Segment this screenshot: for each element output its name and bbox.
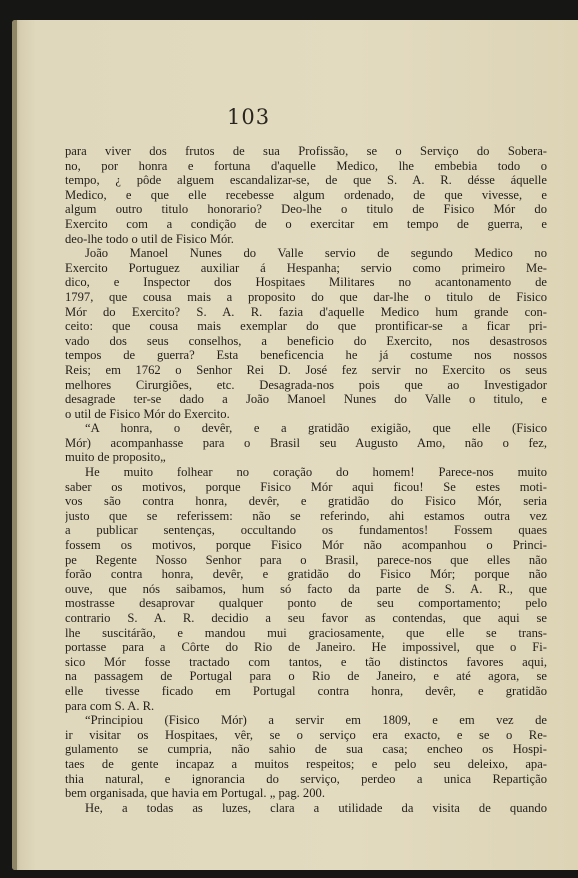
text-line: a publicar sentenças, occultando os fundamentos! Fossem quaes	[65, 523, 547, 538]
page-text	[65, 144, 547, 815]
text-line: pe Regente Nosso Senhor para o Brasil, parece-nos que elles não	[65, 552, 547, 567]
text-line: vos são contra honra, devêr, e gratidão do Fisico Mór, seria	[65, 494, 547, 509]
text-line: para viver dos frutos de sua Profissão, se o Serviço do Sobera-	[65, 144, 547, 158]
text-line: “A honra, o devêr, e a gratidão exigião, que elle (Fisico	[85, 421, 547, 436]
text-line: taes de gente incapaz a muitos respeitos; e pelo seu deleixo, apa-	[65, 756, 547, 771]
text-line: Medico, e que elle recebesse algum ordenado, de que vivesse, e	[65, 187, 547, 202]
text-line: Mór do Exercito? S. A. R. fazia d'aquelle Medico hum grande con-	[65, 304, 547, 319]
text-line: no, por honra e fortuna d'aquelle Medico, lhe embebia todo o	[65, 158, 547, 173]
text-line: desagrade ter-se dado a João Manoel Nunes do Valle o titulo, e	[65, 392, 547, 407]
text-line: 1797, que cousa mais a proposito do que dar-lhe o titulo de Fisico	[65, 289, 547, 304]
book-page	[12, 20, 578, 870]
text-line: tempo, ¿ pôde alguem escandalizar-se, de que S. A. R. désse áquelle	[65, 173, 547, 188]
text-line: Mór) acompanhasse para o Brasil seu Augusto Amo, não o fez,	[65, 435, 547, 450]
text-line: “Principiou (Fisico Mór) a servir em 1809, e em vez de	[85, 713, 547, 728]
text-line: thia natural, e ignorancia do serviço, perdeo a unica Repartição	[65, 771, 547, 786]
text-line: portasse para a Côrte do Rio de Janeiro. He impossivel, que o Fi-	[65, 640, 547, 655]
text-line: fossem os motivos, porque Fisico Mór não acompanhou o Princi-	[65, 538, 547, 553]
text-line: forão contra honra, devêr, e gratidão do Fisico Mór; porque não	[65, 567, 547, 582]
text-line: ouve, que nós saibamos, hum só facto da parte de S. A. R., que	[65, 581, 547, 596]
page-number: 103	[227, 105, 271, 129]
text-line: justo que se referissem: não se referindo, ahi estamos outra vez	[65, 508, 547, 523]
text-line: He muito folhear no coração do homem! Parece-nos muito	[85, 465, 547, 480]
text-line: vado dos seus conselhos, a beneficio do Exercito, nos desastrosos	[65, 333, 547, 348]
text-line: Exercito com a condição de o exercitar em tempo de guerra, e	[65, 216, 547, 231]
text-line: para com S. A. R.	[65, 698, 155, 713]
text-line: algum outro titulo honorario? Deo-lhe o titulo de Fisico Mór do	[65, 202, 547, 217]
text-line: saber os motivos, porque Fisico Mór aqui ficou! Se estes moti-	[65, 479, 547, 494]
text-line: gulamento se cumpria, não sahio de sua casa; encheo os Hospi-	[65, 742, 547, 757]
text-line: lhe suscitárão, e mandou mui graciosamente, que elle se trans-	[65, 625, 547, 640]
text-line: Exercito Portuguez auxiliar á Hespanha; servio como primeiro Me-	[65, 260, 547, 275]
text-line: elle tivesse ficado em Portugal contra honra, devêr, e gratidão	[65, 683, 547, 698]
text-line: na passagem de Portugal para o Rio de Janeiro, e até agora, se	[65, 669, 547, 684]
text-line: ceito: que cousa mais exemplar do que prontificar-se a ficar pri-	[65, 319, 547, 334]
text-line: dico, e Inspector dos Hospitaes Militares no acantonamento de	[65, 275, 547, 290]
text-line: Reis; em 1762 o Senhor Rei D. José fez servir no Exercito os seus	[65, 362, 547, 377]
text-line: tempos de guerra? Esta beneficencia he já costume nos nossos	[65, 348, 547, 363]
text-line: ir visitar os Hospitaes, vêr, se o serviço era exacto, e se o Re-	[65, 727, 547, 742]
text-line: melhores Cirurgiões, etc. Desagrada-nos pois que ao Investigador	[65, 377, 547, 392]
text-line: João Manoel Nunes do Valle servio de segundo Medico no	[85, 246, 547, 261]
text-line: contrario S. A. R. decidio a seu favor as contendas, que aqui se	[65, 611, 547, 625]
text-line: muito de proposito„	[65, 450, 166, 465]
text-line: sico Mór fosse tractado com tantos, e tão distinctos favores aqui,	[65, 654, 547, 669]
text-line: He, a todas as luzes, clara a utilidade da visita de quando	[85, 800, 547, 815]
text-line: mostrasse desaprovar qualquer ponto de seu comportamento; pelo	[65, 596, 547, 611]
text-line: deo-lhe todo o util de Fisico Mór.	[65, 231, 234, 246]
text-line: o util de Fisico Mór do Exercito.	[65, 406, 230, 421]
text-line: bem organisada, que havia em Portugal. „ pag. 200.	[65, 786, 325, 801]
